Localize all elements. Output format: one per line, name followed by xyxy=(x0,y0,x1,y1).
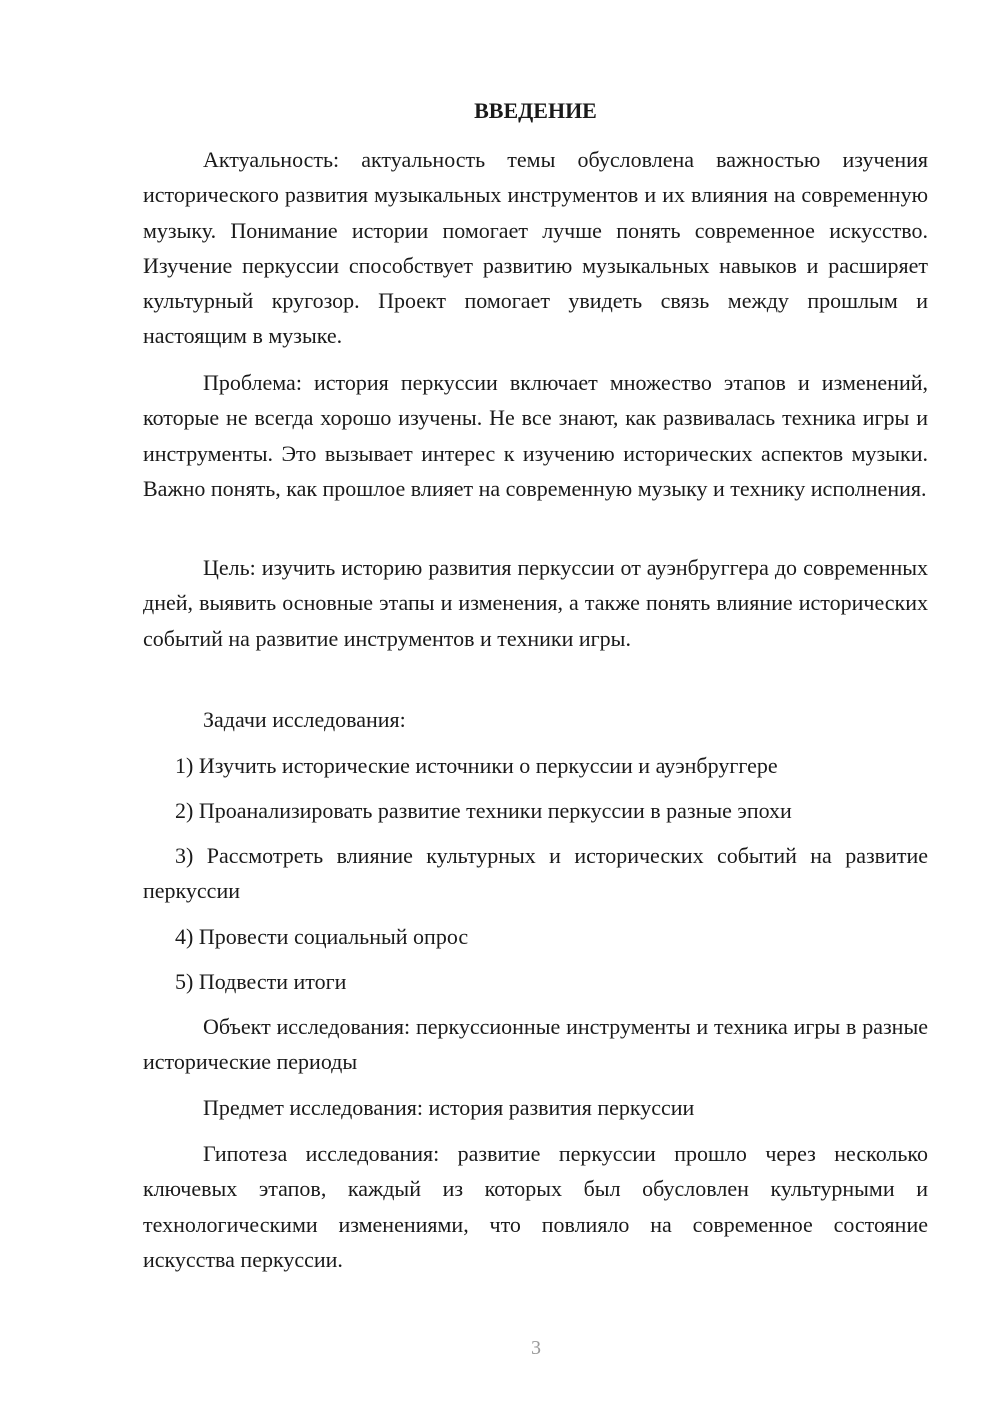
task-item-5: 5) Подвести итоги xyxy=(175,969,347,994)
paragraph-relevance: Актуальность: актуальность темы обусловлена важностью изучения исторического развития музыкальных инструментов и их влияния на современную музыку. Понимание истории помогает лучше понять современное искусство. Изучение перкуссии способствует развитию музыкальных навыков и расширяет культурный кругозор. Проект помогает увидеть связь между прошлым и настоящим в музыке. xyxy=(143,147,928,349)
paragraph-hypothesis: Гипотеза исследования: развитие перкуссии прошло через несколько ключевых этапов, каждый из которых был обусловлен культурными и технологическими изменениями, что повлияло на современное состояние искусства перкуссии. xyxy=(143,1141,928,1272)
paragraph-goal: Цель: изучить историю развития перкуссии от ауэнбруггера до современных дней, выявить основные этапы и изменения, а также понять влияние исторических событий на развитие инструментов и техники игры. xyxy=(143,555,928,651)
page-title: ВВЕДЕНИЕ xyxy=(474,98,597,123)
page-number: 3 xyxy=(531,1337,541,1359)
paragraph-research-object: Объект исследования: перкуссионные инструменты и техника игры в разные исторические периоды xyxy=(143,1014,928,1075)
task-item-3: 3) Рассмотреть влияние культурных и исторических событий на развитие перкуссии xyxy=(143,843,928,904)
paragraph-research-subject: Предмет исследования: история развития перкуссии xyxy=(203,1095,695,1120)
paragraph-tasks-heading: Задачи исследования: xyxy=(203,707,406,732)
task-item-1: 1) Изучить исторические источники о перкуссии и ауэнбруггере xyxy=(175,753,778,778)
task-item-4: 4) Провести социальный опрос xyxy=(175,924,469,949)
paragraph-problem: Проблема: история перкуссии включает множество этапов и изменений, которые не всегда хорошо изучены. Не все знают, как развивалась техника игры и инструменты. Это вызывает интерес к изучению исторических аспектов музыки. Важно понять, как прошлое влияет на современную музыку и технику исполнения. xyxy=(143,370,928,501)
task-item-2: 2) Проанализировать развитие техники перкуссии в разные эпохи xyxy=(175,798,792,823)
